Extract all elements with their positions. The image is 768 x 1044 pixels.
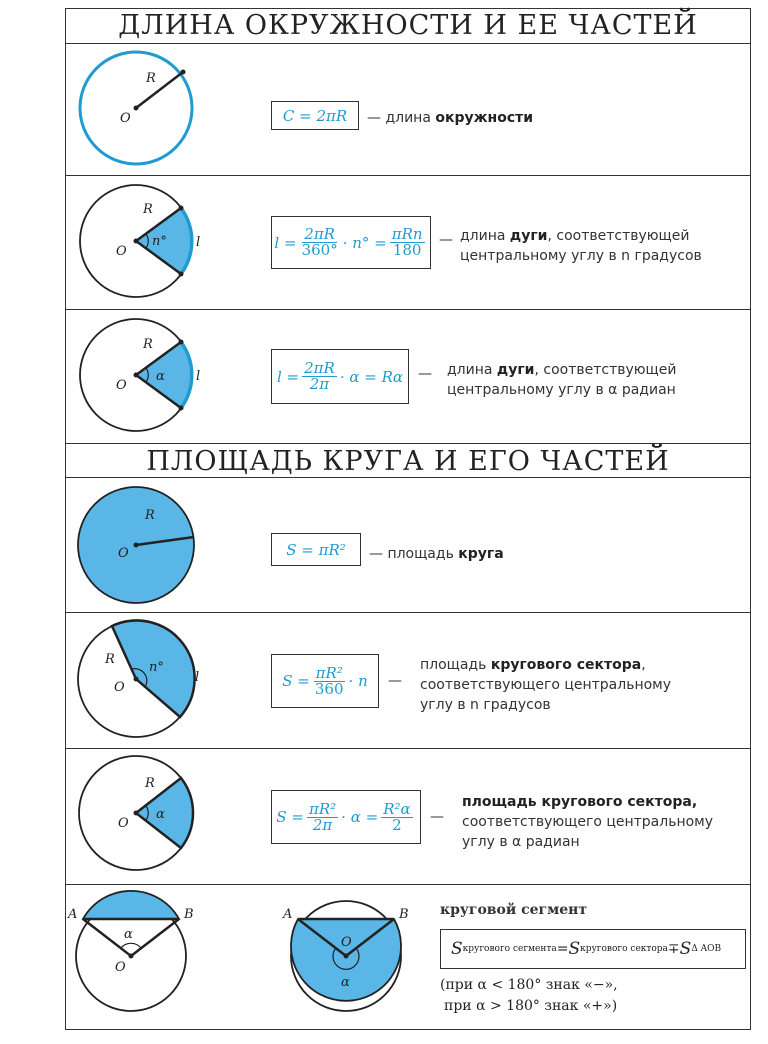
label-R: R	[143, 202, 153, 217]
center-point	[134, 677, 139, 682]
arc-endpoint	[179, 406, 184, 411]
arc-degrees-figure	[70, 183, 210, 303]
divider	[65, 443, 751, 444]
formula-sector-radians: S = $\frac{\text{πR²}}{2\pi}$ · α = $\frac{\text{R²α}}{2}$	[271, 790, 421, 844]
center-point	[129, 954, 134, 959]
formula-arc-radians: l = $\frac{2\pi R}{2\pi}$ · α = Rα	[271, 349, 409, 404]
label-alpha: α	[341, 975, 350, 990]
label-O: O	[116, 244, 127, 259]
label-A: A	[283, 907, 293, 922]
arc-radians-figure	[70, 317, 210, 437]
desc-sector-radians: площадь кругового сектора, соответствующего центральному углу в α радиан	[462, 794, 714, 850]
label-O: O	[341, 935, 352, 950]
label-R: R	[105, 652, 115, 667]
circle-figure	[70, 50, 210, 170]
label-alpha: α	[156, 807, 165, 822]
segment-minor-figure	[66, 888, 206, 1028]
label-R: R	[145, 508, 155, 523]
desc-arc-radians: длина дуги, соответствующей центральному углу в α радиан	[447, 362, 677, 398]
label-A: A	[68, 907, 78, 922]
divider	[65, 748, 751, 749]
formula-disk-area: S = πR²	[271, 533, 361, 566]
divider	[65, 884, 751, 885]
formula-circumference: C = 2πR	[271, 101, 359, 130]
sector-radians-figure	[70, 755, 210, 879]
label-B: B	[399, 907, 409, 922]
desc-arc-degrees: длина дуги, соответствующей центральному углу в n градусов	[460, 228, 702, 264]
section-title-circumference: ДЛИНА ОКРУЖНОСТИ И ЕЕ ЧАСТЕЙ	[118, 10, 698, 41]
disk-figure	[70, 485, 210, 609]
label-O: O	[114, 680, 125, 695]
label-R: R	[143, 337, 153, 352]
label-O: O	[118, 546, 129, 561]
arc-endpoint	[179, 340, 184, 345]
divider	[65, 612, 751, 613]
dash: —	[418, 366, 432, 382]
segment-major-figure	[281, 888, 421, 1028]
label-O: O	[118, 816, 129, 831]
center-point	[134, 543, 139, 548]
label-l: l	[196, 369, 201, 384]
label-O: O	[120, 111, 131, 126]
dash: —	[439, 232, 453, 248]
center-point	[134, 811, 139, 816]
formula-segment: S кругового сегмента = S кругового сектора ∓ S Δ AOB	[440, 929, 746, 969]
desc-disk-area: — площадь круга	[369, 546, 504, 562]
radius-endpoint	[181, 70, 186, 75]
label-alpha: α	[156, 369, 165, 384]
center-point	[134, 106, 139, 111]
divider	[65, 309, 751, 310]
label-l: l	[196, 235, 201, 250]
desc-circumference: — длина окружности	[367, 110, 534, 126]
center-point	[344, 954, 349, 959]
arc-endpoint	[179, 206, 184, 211]
label-R: R	[145, 776, 155, 791]
dash: —	[388, 673, 402, 689]
formula-arc-degrees: l = $\frac{2\pi R}{360^\circ}$ · n° = $\frac{\text{πRn}}{180}$	[271, 216, 431, 269]
label-alpha: α	[124, 927, 133, 942]
arc-endpoint	[179, 272, 184, 277]
label-n: n°	[152, 234, 167, 249]
label-n: n°	[149, 660, 164, 675]
dash: —	[430, 809, 444, 825]
desc-sector-degrees: площадь кругового сектора, соответствующего центральному углу в n градусов	[420, 657, 672, 713]
formula-sector-degrees: S = $\frac{\text{πR²}}{360}$ · n	[271, 654, 379, 708]
sector-degrees-figure	[70, 619, 210, 743]
segment-sign-note: (при α < 180° знак «−», при α > 180° знак «+»)	[440, 977, 618, 1014]
section-title-area: ПЛОЩАДЬ КРУГА И ЕГО ЧАСТЕЙ	[146, 446, 670, 477]
center-point	[134, 373, 139, 378]
divider	[65, 43, 751, 44]
segment-heading: круговой сегмент	[440, 902, 588, 918]
label-B: B	[184, 907, 194, 922]
label-R: R	[146, 71, 156, 86]
label-l: l	[195, 670, 200, 685]
divider	[65, 175, 751, 176]
segment-fill	[83, 891, 179, 919]
center-point	[134, 239, 139, 244]
label-O: O	[116, 378, 127, 393]
label-O: O	[115, 960, 126, 975]
